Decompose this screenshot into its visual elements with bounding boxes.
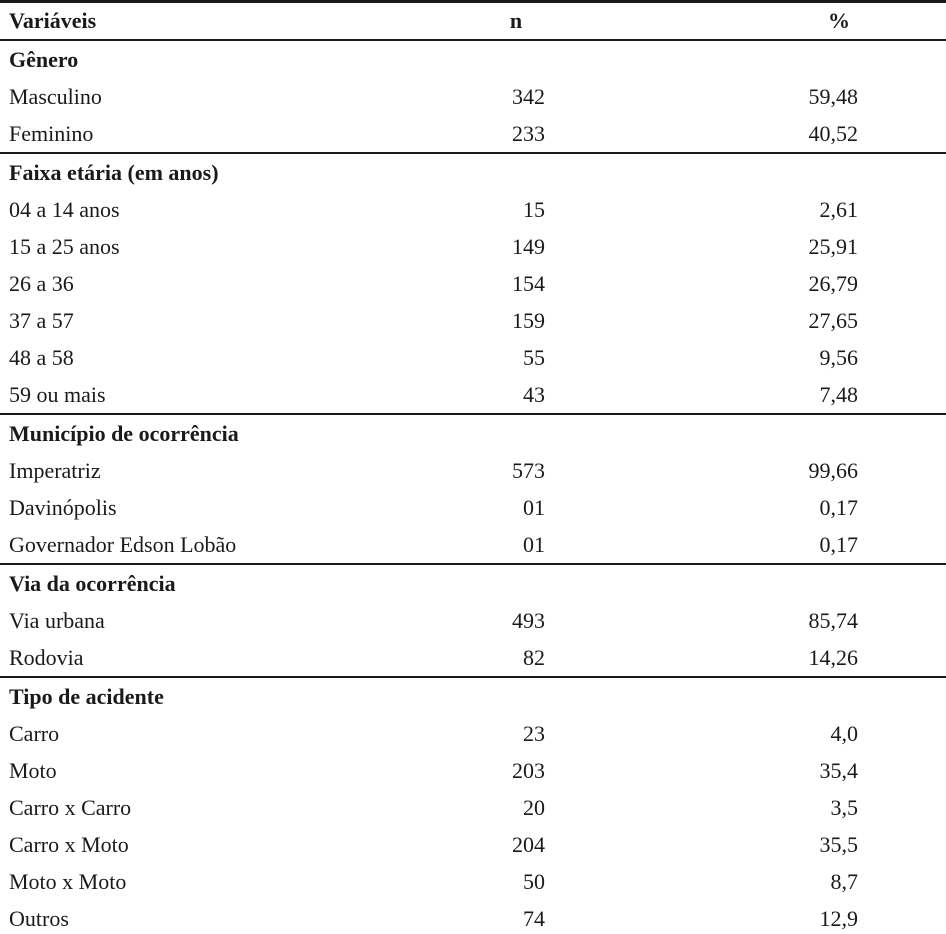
row-n-value: 15 (523, 196, 545, 222)
section-title: Tipo de acidente (9, 683, 164, 709)
row-label: Carro (9, 720, 60, 746)
row-n-value: 493 (512, 607, 545, 633)
row-n-value: 20 (523, 794, 545, 820)
row-percent-value: 35,4 (819, 757, 858, 783)
row-percent-value: 4,0 (830, 720, 858, 746)
table-row (0, 452, 946, 489)
table-row (0, 265, 946, 302)
table-row (0, 752, 946, 789)
table-row (0, 78, 946, 115)
section-header-row (0, 40, 946, 78)
row-label: 04 a 14 anos (9, 196, 120, 222)
row-label: Rodovia (9, 644, 84, 670)
table-row (0, 715, 946, 752)
row-label: Davinópolis (9, 494, 117, 520)
section-header-row (0, 414, 946, 452)
table-row (0, 489, 946, 526)
column-header-percent: % (828, 8, 850, 33)
row-percent-value: 35,5 (819, 831, 858, 857)
row-label: Outros (9, 905, 69, 931)
row-n-value: 55 (523, 344, 545, 370)
row-n-value: 82 (523, 644, 545, 670)
row-n-value: 43 (523, 381, 545, 407)
row-percent-value: 26,79 (808, 270, 858, 296)
row-percent-value: 3,5 (830, 794, 858, 820)
row-n-value: 01 (523, 494, 545, 520)
column-header-n: n (509, 8, 523, 33)
row-n-value: 154 (512, 270, 545, 296)
table-row (0, 191, 946, 228)
table-row (0, 302, 946, 339)
row-label: Feminino (9, 120, 94, 146)
table-row (0, 639, 946, 677)
row-label: Carro x Carro (9, 794, 132, 820)
row-label: Imperatriz (9, 457, 101, 483)
table-row (0, 339, 946, 376)
table-row (0, 602, 946, 639)
row-label: Carro x Moto (9, 831, 129, 857)
row-percent-value: 85,74 (808, 607, 858, 633)
row-label: Masculino (9, 83, 102, 109)
row-label: 26 a 36 (9, 270, 74, 296)
table-header-row (0, 2, 946, 41)
row-n-value: 74 (523, 905, 545, 931)
row-percent-value: 9,56 (819, 344, 858, 370)
row-n-value: 01 (523, 531, 545, 557)
row-label: Moto x Moto (9, 868, 127, 894)
row-label: 15 a 25 anos (9, 233, 120, 259)
table-row (0, 789, 946, 826)
section-header-row (0, 564, 946, 602)
row-label: 48 a 58 (9, 344, 74, 370)
row-n-value: 159 (512, 307, 545, 333)
row-n-value: 233 (512, 120, 545, 146)
row-n-value: 342 (512, 83, 545, 109)
table-row (0, 900, 946, 934)
table-row (0, 826, 946, 863)
row-percent-value: 99,66 (808, 457, 858, 483)
section-title: Faixa etária (em anos) (9, 159, 219, 185)
table-row (0, 863, 946, 900)
section-title: Via da ocorrência (9, 570, 176, 596)
table-row (0, 115, 946, 153)
row-percent-value: 14,26 (808, 644, 858, 670)
row-percent-value: 40,52 (808, 120, 858, 146)
row-n-value: 50 (523, 868, 545, 894)
row-n-value: 149 (512, 233, 545, 259)
row-label: 59 ou mais (9, 381, 106, 407)
table-row (0, 376, 946, 414)
row-percent-value: 27,65 (808, 307, 858, 333)
row-percent-value: 59,48 (808, 83, 858, 109)
section-title: Gênero (9, 46, 79, 72)
row-label: Governador Edson Lobão (9, 531, 237, 557)
table-body (0, 40, 946, 934)
row-percent-value: 7,48 (819, 381, 858, 407)
row-percent-value: 2,61 (819, 196, 858, 222)
column-header-variaveis: Variáveis (9, 8, 97, 33)
row-percent-value: 25,91 (808, 233, 858, 259)
row-percent-value: 12,9 (819, 905, 858, 931)
row-n-value: 23 (523, 720, 545, 746)
row-label: Moto (9, 757, 57, 783)
row-n-value: 204 (512, 831, 545, 857)
section-header-row (0, 677, 946, 715)
row-n-value: 573 (512, 457, 545, 483)
row-percent-value: 8,7 (830, 868, 858, 894)
table-row (0, 228, 946, 265)
row-label: 37 a 57 (9, 307, 74, 333)
row-n-value: 203 (512, 757, 545, 783)
row-percent-value: 0,17 (819, 494, 858, 520)
section-title: Município de ocorrência (9, 420, 239, 446)
row-percent-value: 0,17 (819, 531, 858, 557)
section-header-row (0, 153, 946, 191)
row-label: Via urbana (9, 607, 105, 633)
table-row (0, 526, 946, 564)
